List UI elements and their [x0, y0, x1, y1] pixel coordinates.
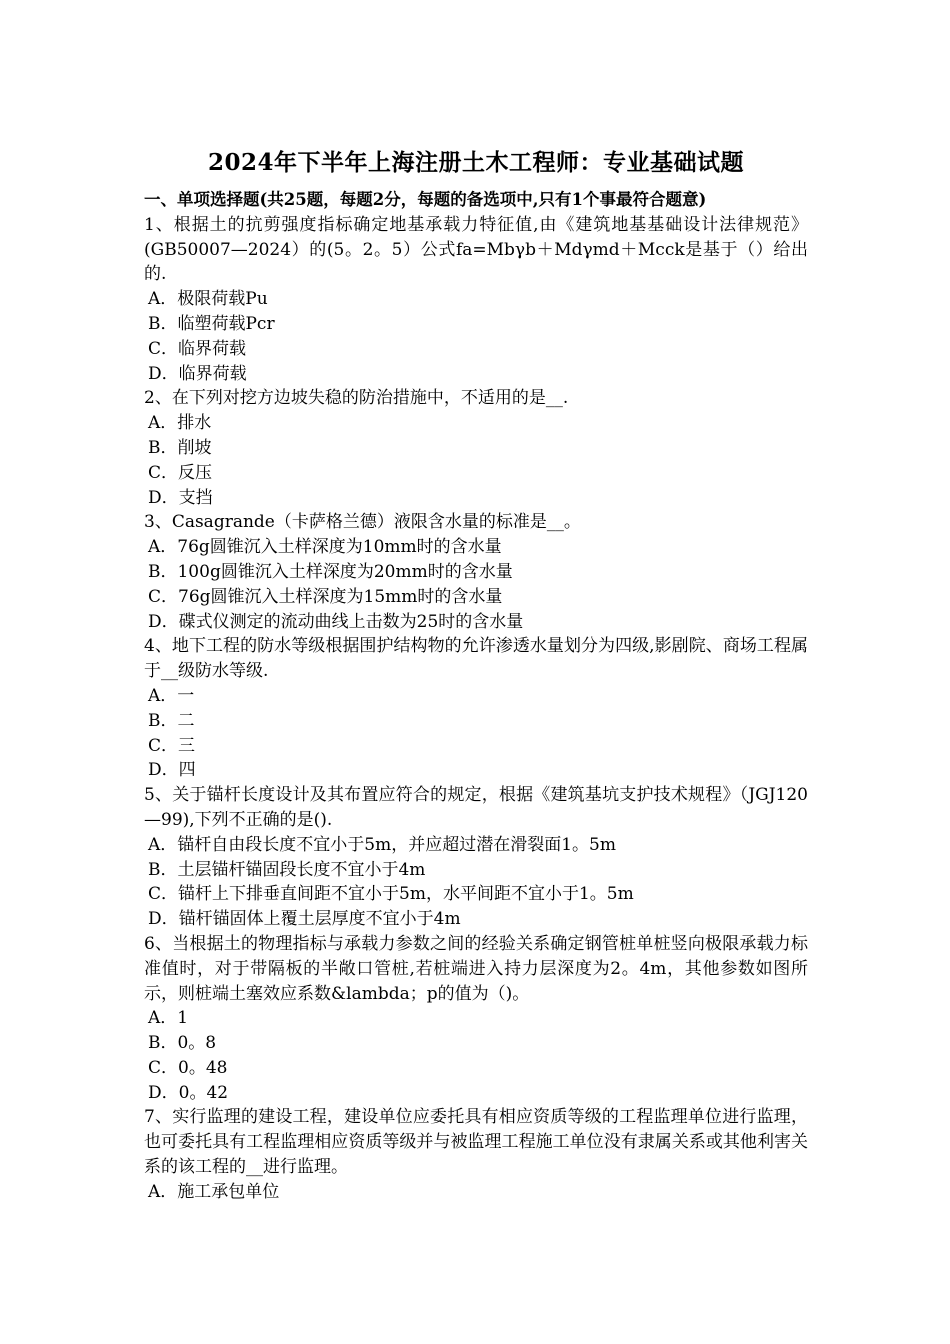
option-a: A．一	[148, 685, 195, 706]
question-text: 7、实行监理的建设工程，建设单位应委托具有相应资质等级的工程监理单位进行监理，也可委托具有工程监理相应资质等级并与被监理工程施工单位没有隶属关系或其他利害关系的该工程的__进行监理。	[144, 1107, 808, 1178]
option-a: A．极限荷载Pu	[148, 289, 268, 310]
question-text: 3、Casagrande（卡萨格兰德）液限含水量的标准是__。	[144, 512, 581, 533]
option-a: A．施工承包单位	[148, 1181, 280, 1202]
question-5	[144, 783, 808, 932]
question-1	[144, 213, 808, 387]
option-a: A．1	[148, 1008, 189, 1029]
option-c: C．锚杆上下排垂直间距不宜小于5m，水平间距不宜小于1。5m	[148, 884, 634, 905]
option-c: C．0。48	[148, 1057, 228, 1078]
option-d: D．临界荷载	[148, 363, 247, 384]
document-page	[144, 148, 808, 1205]
question-7	[144, 1105, 808, 1204]
option-c: C．76g圆锥沉入土样深度为15mm时的含水量	[148, 586, 503, 607]
option-d: D．碟式仪测定的流动曲线上击数为25时的含水量	[148, 611, 524, 632]
option-b: B．100g圆锥沉入土样深度为20mm时的含水量	[148, 561, 513, 582]
question-3	[144, 510, 808, 634]
question-4	[144, 634, 808, 783]
option-c: C．反压	[148, 462, 213, 483]
option-d: D．支挡	[148, 487, 213, 508]
question-2	[144, 386, 808, 510]
question-text: 5、关于锚杆长度设计及其布置应符合的规定，根据《建筑基坑支护技术规程》（JGJ120—99),下列不正确的是().	[144, 785, 808, 830]
option-d: D．0。42	[148, 1082, 229, 1103]
document-title: 2024年下半年上海注册土木工程师：专业基础试题	[207, 149, 744, 176]
question-text: 1、根据土的抗剪强度指标确定地基承载力特征值,由《建筑地基基础设计法律规范》(GB50007—2024）的(5。2。5）公式fa=Mbγb＋Mdγmd＋Mcck是基于（）给出的.	[144, 214, 808, 285]
option-d: D．锚杆锚固体上覆土层厚度不宜小于4m	[148, 909, 461, 930]
option-b: B．0。8	[148, 1033, 217, 1054]
option-b: B．临塑荷载Pcr	[148, 313, 275, 334]
option-a: A．锚杆自由段长度不宜小于5m，并应超过潜在滑裂面1。5m	[148, 834, 616, 855]
option-d: D．四	[148, 760, 196, 781]
question-text: 4、地下工程的防水等级根据围护结构物的允许渗透水量划分为四级,影剧院、商场工程属于__级防水等级.	[144, 636, 808, 682]
question-text: 6、当根据土的物理指标与承载力参数之间的经验关系确定钢管桩单桩竖向极限承载力标准值时，对于带隔板的半敞口管桩,若桩端进入持力层深度为2。4m，其他参数如图所示，则桩端土塞效应系数&lambda；p的值为（)。	[144, 933, 808, 1004]
option-c: C．临界荷载	[148, 338, 247, 359]
section-heading: 一、单项选择题(共25题，每题2分，每题的备选项中,只有1个事最符合题意)	[144, 190, 707, 209]
option-b: B．土层锚杆锚固段长度不宜小于4m	[148, 859, 426, 880]
question-6	[144, 932, 808, 1106]
option-b: B．二	[148, 710, 195, 731]
option-a: A．排水	[148, 413, 212, 434]
option-a: A．76g圆锥沉入土样深度为10mm时的含水量	[148, 537, 502, 558]
question-text: 2、在下列对挖方边坡失稳的防治措施中，不适用的是__.	[144, 388, 569, 409]
option-b: B．削坡	[148, 437, 212, 458]
option-c: C．三	[148, 735, 196, 756]
